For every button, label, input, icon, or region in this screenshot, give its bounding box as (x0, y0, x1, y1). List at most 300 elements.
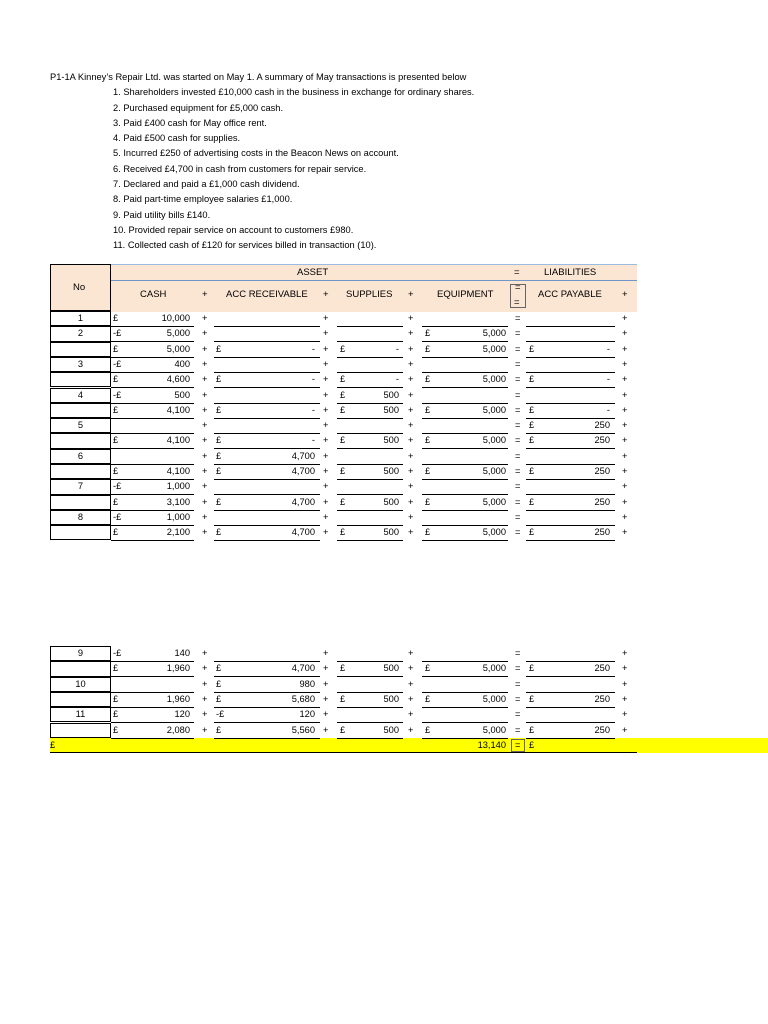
plus-sign: + (408, 313, 414, 323)
ap-value: 250 (594, 496, 610, 507)
transaction-number: 4 (77, 389, 84, 400)
ap-currency: £ (529, 466, 535, 476)
eqp-value: 5,000 (482, 663, 506, 674)
sup-underline (337, 357, 403, 358)
sup-value: 500 (383, 693, 399, 704)
equals-sign: = (515, 724, 521, 735)
ar-currency: £ (216, 343, 222, 354)
cash-currency: -£ (113, 481, 122, 492)
equals-sign: = (515, 358, 521, 369)
plus-sign: + (622, 313, 628, 323)
eqp-currency: £ (425, 527, 431, 538)
no-cell (50, 403, 111, 418)
ar-value: 4,700 (291, 496, 315, 507)
cash-currency: £ (113, 313, 119, 323)
equals-sign: = (515, 374, 521, 385)
sup-currency: £ (340, 663, 346, 674)
ar-value: 980 (299, 678, 315, 689)
problem-heading: P1-1A Kinney’s Repair Ltd. was started on May 1. A summary of May transactions is presented below (50, 72, 467, 82)
ap-value: - (606, 374, 610, 385)
acc-receivable-header: ACC RECEIVABLE (226, 289, 308, 300)
plus-sign: + (408, 420, 414, 431)
transaction-number: 6 (77, 450, 84, 461)
eqp-value: 5,000 (482, 527, 506, 538)
ar-currency: £ (216, 496, 222, 507)
ar-currency: £ (216, 678, 222, 689)
cash-currency: -£ (113, 358, 122, 369)
cash-value: 140 (174, 648, 190, 658)
cash-currency: £ (113, 404, 119, 415)
ar-currency: £ (216, 466, 222, 476)
sup-value: 500 (383, 527, 399, 538)
eqp-underline (422, 676, 508, 677)
cash-value: 1,960 (166, 663, 190, 674)
header-divider (110, 280, 637, 281)
plus-sign: + (323, 496, 329, 507)
ap-value: 250 (594, 527, 610, 538)
no-cell (50, 723, 111, 738)
plus-sign: + (622, 724, 628, 735)
sup-underline (337, 448, 403, 449)
transaction-item: 9. Paid utility bills £140. (113, 209, 211, 220)
ap-currency: £ (529, 527, 535, 538)
cash-currency: -£ (113, 389, 122, 400)
ap-value: 250 (594, 466, 610, 476)
plus-sign: + (622, 420, 628, 431)
ap-value: 250 (594, 724, 610, 735)
eqp-underline (422, 707, 508, 708)
eqp-underline (422, 510, 508, 511)
sup-currency: £ (340, 404, 346, 415)
plus-sign: + (622, 527, 628, 538)
plus-sign: + (622, 678, 628, 689)
cash-currency: -£ (113, 648, 122, 658)
ap-underline (526, 707, 615, 708)
cash-value: 5,000 (166, 343, 190, 354)
ar-underline (214, 540, 320, 541)
plus-sign: + (622, 343, 628, 354)
sup-currency: £ (340, 389, 346, 400)
cash-currency: £ (113, 724, 119, 735)
plus-sign: + (202, 678, 208, 689)
cash-underline (111, 448, 194, 449)
eqp-value: 5,000 (482, 724, 506, 735)
total-row-rule (50, 752, 637, 753)
sup-currency: £ (340, 374, 346, 385)
plus-sign: + (622, 374, 628, 385)
equipment-header: EQUIPMENT (437, 289, 494, 300)
eqp-currency: £ (425, 404, 431, 415)
asset-total: 13,140 (477, 740, 506, 750)
eqp-value: 5,000 (482, 693, 506, 704)
total-equals: = (515, 740, 521, 750)
cash-value: 4,100 (166, 404, 190, 415)
equals-sign: = (515, 343, 521, 354)
ap-value: - (606, 343, 610, 354)
plus-sign: + (323, 663, 329, 674)
plus-sign: + (202, 313, 208, 323)
plus-sign: + (408, 481, 414, 492)
plus-sign: + (202, 496, 208, 507)
equals-sign: = (515, 648, 521, 658)
sup-underline (337, 540, 403, 541)
plus-sign: + (408, 709, 414, 720)
plus-sign: + (323, 450, 329, 461)
plus-sign: + (408, 693, 414, 704)
plus-sign: + (323, 358, 329, 369)
eqp-currency: £ (425, 496, 431, 507)
no-cell (50, 525, 111, 540)
cash-value: 400 (174, 358, 190, 369)
eqp-currency: £ (425, 435, 431, 446)
ap-currency: £ (529, 724, 535, 735)
plus-sign: + (408, 648, 414, 658)
sup-underline (337, 326, 403, 327)
cash-currency: £ (113, 663, 119, 674)
plus-sign: + (622, 496, 628, 507)
eqp-currency: £ (425, 328, 431, 339)
plus-sign: + (622, 404, 628, 415)
plus-sign: + (408, 389, 414, 400)
ar-currency: £ (216, 663, 222, 674)
cash-value: 1,000 (166, 481, 190, 492)
cash-currency: £ (113, 496, 119, 507)
ar-underline (214, 326, 320, 327)
transaction-item: 3. Paid £400 cash for May office rent. (113, 117, 267, 128)
cash-value: 4,100 (166, 435, 190, 446)
transaction-item: 11. Collected cash of £120 for services billed in transaction (10). (113, 240, 377, 251)
plus-sign: + (408, 466, 414, 476)
ap-underline (526, 357, 615, 358)
ap-currency: £ (529, 420, 535, 431)
ar-underline (214, 510, 320, 511)
equals-sign: = (515, 496, 521, 507)
total-right-symbol: £ (529, 740, 535, 750)
no-cell (50, 342, 111, 357)
transaction-item: 7. Declared and paid a £1,000 cash dividend. (113, 179, 300, 190)
plus-sign: + (323, 420, 329, 431)
ar-value: 5,680 (291, 693, 315, 704)
plus-header: + (408, 289, 414, 300)
ap-currency: £ (529, 663, 535, 674)
equals-sign: = (515, 527, 521, 538)
plus-sign: + (202, 527, 208, 538)
plus-sign: + (408, 343, 414, 354)
transaction-item: 8. Paid part-time employee salaries £1,000. (113, 194, 293, 205)
total-left-symbol: £ (50, 740, 56, 750)
transaction-item: 1. Shareholders invested £10,000 cash in the business in exchange for ordinary shares. (113, 87, 475, 98)
equals-sign: = (515, 709, 521, 720)
plus-sign: + (202, 450, 208, 461)
equals-header: = (514, 297, 520, 308)
plus-sign: + (622, 450, 628, 461)
sup-currency: £ (340, 435, 346, 446)
equals-header: = (514, 267, 520, 278)
plus-sign: + (323, 313, 329, 323)
plus-sign: + (622, 648, 628, 658)
eqp-underline (422, 540, 508, 541)
plus-sign: + (323, 678, 329, 689)
cash-value: 2,080 (166, 724, 190, 735)
equals-sign: = (515, 404, 521, 415)
transaction-number: 1 (77, 313, 84, 323)
transaction-number: 9 (77, 648, 84, 658)
sup-value: 500 (383, 496, 399, 507)
plus-sign: + (202, 328, 208, 339)
ar-value: 4,700 (291, 527, 315, 538)
plus-sign: + (323, 693, 329, 704)
transaction-item: 10. Provided repair service on account to customers £980. (113, 224, 354, 235)
sup-underline (337, 707, 403, 708)
plus-sign: + (408, 374, 414, 385)
eqp-currency: £ (425, 374, 431, 385)
no-cell (50, 464, 111, 479)
plus-sign: + (323, 724, 329, 735)
plus-sign: + (202, 389, 208, 400)
sup-underline (337, 676, 403, 677)
transaction-item: 6. Received £4,700 in cash from customers for repair service. (113, 163, 367, 174)
no-cell (50, 372, 111, 387)
plus-sign: + (408, 328, 414, 339)
ap-currency: £ (529, 343, 535, 354)
plus-sign: + (408, 435, 414, 446)
equals-sign: = (515, 435, 521, 446)
ap-currency: £ (529, 693, 535, 704)
eqp-currency: £ (425, 466, 431, 476)
ap-value: 250 (594, 435, 610, 446)
eqp-value: 5,000 (482, 328, 506, 339)
equals-sign: = (515, 450, 521, 461)
eqp-underline (422, 448, 508, 449)
ar-underline (214, 357, 320, 358)
ar-value: - (311, 343, 315, 354)
cash-underline (111, 676, 194, 677)
total-row-highlight (50, 738, 768, 753)
eqp-currency: £ (425, 693, 431, 704)
equals-sign: = (515, 511, 521, 522)
transaction-number: 2 (77, 328, 84, 339)
ap-underline (526, 326, 615, 327)
equals-sign: = (515, 389, 521, 400)
transaction-list (50, 85, 750, 253)
sup-value: - (395, 374, 399, 385)
eqp-value: 5,000 (482, 404, 506, 415)
ap-underline (526, 448, 615, 449)
plus-sign: + (622, 511, 628, 522)
eqp-underline (422, 418, 508, 419)
ap-underline (526, 479, 615, 480)
plus-sign: + (323, 328, 329, 339)
ar-currency: £ (216, 724, 222, 735)
cash-value: 4,600 (166, 374, 190, 385)
cash-value: 1,000 (166, 511, 190, 522)
ar-currency: £ (216, 404, 222, 415)
sup-value: 500 (383, 663, 399, 674)
ar-value: 4,700 (291, 450, 315, 461)
acc-payable-header: ACC PAYABLE (538, 289, 602, 300)
sup-currency: £ (340, 496, 346, 507)
plus-sign: + (323, 343, 329, 354)
plus-sign: + (408, 404, 414, 415)
sup-currency: £ (340, 724, 346, 735)
cash-header: CASH (140, 289, 167, 300)
sup-value: 500 (383, 724, 399, 735)
ar-value: - (311, 374, 315, 385)
equals-header: = (515, 282, 521, 293)
ar-underline (214, 387, 320, 388)
sup-underline (337, 479, 403, 480)
plus-sign: + (323, 466, 329, 476)
cash-currency: £ (113, 693, 119, 704)
ar-value: - (311, 435, 315, 446)
plus-sign: + (202, 724, 208, 735)
ar-value: 4,700 (291, 466, 315, 476)
ap-currency: £ (529, 404, 535, 415)
plus-sign: + (202, 663, 208, 674)
plus-sign: + (323, 481, 329, 492)
transaction-item: 5. Incurred £250 of advertising costs in the Beacon News on account. (113, 148, 399, 159)
asset-header: ASSET (297, 267, 329, 278)
eqp-value: 5,000 (482, 435, 506, 446)
equals-sign: = (515, 693, 521, 704)
cash-currency: £ (113, 527, 119, 538)
plus-sign: + (622, 328, 628, 339)
plus-sign: + (408, 358, 414, 369)
cash-underline (111, 418, 194, 419)
plus-sign: + (622, 709, 628, 720)
transaction-number: 10 (75, 678, 86, 689)
problem-intro (50, 70, 750, 254)
ap-underline (526, 510, 615, 511)
ap-underline (526, 676, 615, 677)
transaction-number: 11 (75, 709, 86, 720)
equals-sign: = (515, 420, 521, 431)
sup-value: 500 (383, 466, 399, 476)
plus-sign: + (323, 404, 329, 415)
plus-sign: + (323, 389, 329, 400)
cash-underline (111, 540, 194, 541)
cash-value: 4,100 (166, 466, 190, 476)
cash-value: 5,000 (166, 328, 190, 339)
ap-value: 250 (594, 420, 610, 431)
plus-sign: + (202, 435, 208, 446)
sup-currency: £ (340, 466, 346, 476)
cash-currency: £ (113, 343, 119, 354)
ar-currency: £ (216, 527, 222, 538)
plus-sign: + (323, 527, 329, 538)
plus-sign: + (202, 511, 208, 522)
transaction-number: 8 (77, 511, 84, 522)
sup-currency: £ (340, 343, 346, 354)
ar-currency: £ (216, 435, 222, 446)
plus-sign: + (408, 678, 414, 689)
transaction-number: 5 (77, 420, 84, 431)
plus-sign: + (622, 481, 628, 492)
cash-currency: -£ (113, 328, 122, 339)
ar-value: 120 (299, 709, 315, 720)
ar-value: - (311, 404, 315, 415)
plus-sign: + (622, 466, 628, 476)
ar-currency: -£ (216, 709, 225, 720)
cash-value: 120 (174, 709, 190, 720)
ar-underline (214, 479, 320, 480)
eqp-value: 5,000 (482, 466, 506, 476)
plus-header: + (622, 289, 628, 300)
ar-underline (214, 418, 320, 419)
ap-currency: £ (529, 435, 535, 446)
sup-value: 500 (383, 435, 399, 446)
plus-sign: + (202, 481, 208, 492)
liabilities-header: LIABILITIES (544, 267, 597, 278)
plus-sign: + (323, 511, 329, 522)
plus-sign: + (622, 358, 628, 369)
cash-value: 2,100 (166, 527, 190, 538)
transaction-number: 7 (77, 481, 84, 492)
sup-value: 500 (383, 404, 399, 415)
eqp-currency: £ (425, 343, 431, 354)
plus-sign: + (323, 435, 329, 446)
cash-currency: £ (113, 374, 119, 385)
equals-sign: = (515, 466, 521, 476)
plus-sign: + (202, 404, 208, 415)
plus-sign: + (202, 358, 208, 369)
eqp-currency: £ (425, 663, 431, 674)
transaction-number: 3 (77, 358, 84, 369)
sup-value: 500 (383, 389, 399, 400)
cash-value: 1,960 (166, 693, 190, 704)
no-cell (50, 433, 111, 448)
plus-sign: + (408, 511, 414, 522)
plus-sign: + (323, 374, 329, 385)
ap-underline (526, 387, 615, 388)
cash-value: 500 (174, 389, 190, 400)
eqp-underline (422, 357, 508, 358)
equals-sign: = (515, 328, 521, 339)
sup-currency: £ (340, 693, 346, 704)
plus-sign: + (408, 527, 414, 538)
cash-currency: £ (113, 709, 119, 720)
ar-currency: £ (216, 450, 222, 461)
plus-header: + (202, 289, 208, 300)
plus-sign: + (202, 466, 208, 476)
plus-sign: + (622, 389, 628, 400)
eqp-value: 5,000 (482, 496, 506, 507)
eqp-currency: £ (425, 724, 431, 735)
plus-sign: + (408, 724, 414, 735)
no-cell (50, 495, 111, 510)
ap-value: - (606, 404, 610, 415)
transaction-item: 4. Paid £500 cash for supplies. (113, 133, 241, 144)
no-cell (50, 692, 111, 707)
plus-sign: + (202, 343, 208, 354)
ar-value: 4,700 (291, 663, 315, 674)
plus-sign: + (408, 663, 414, 674)
equals-sign: = (515, 663, 521, 674)
plus-sign: + (202, 693, 208, 704)
sup-underline (337, 418, 403, 419)
eqp-underline (422, 387, 508, 388)
plus-sign: + (323, 709, 329, 720)
plus-header: + (323, 289, 329, 300)
ar-value: 5,560 (291, 724, 315, 735)
transaction-item: 2. Purchased equipment for £5,000 cash. (113, 102, 284, 113)
supplies-header: SUPPLIES (346, 289, 393, 300)
cash-currency: £ (113, 466, 119, 476)
cash-value: 3,100 (166, 496, 190, 507)
cash-currency: -£ (113, 511, 122, 522)
plus-sign: + (408, 450, 414, 461)
ap-underline (526, 540, 615, 541)
